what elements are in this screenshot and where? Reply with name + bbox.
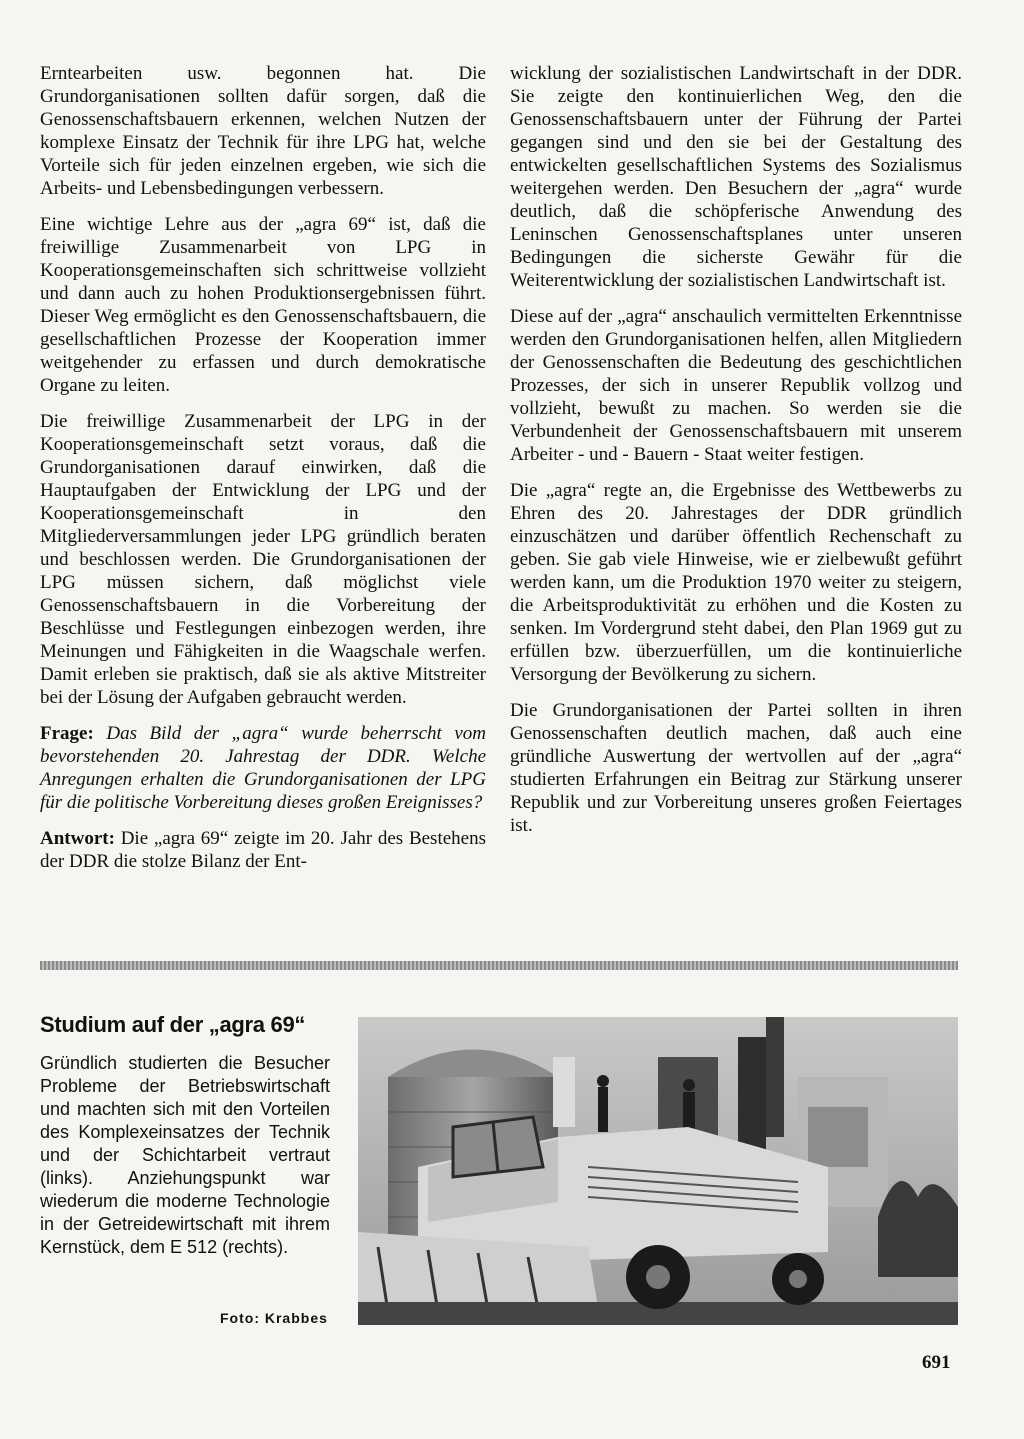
combine-harvester-photo xyxy=(358,1017,958,1325)
section-divider xyxy=(40,961,958,970)
answer-text: Die „agra 69“ zeigte im 20. Jahr des Bestehens der DDR die stolze Bilanz der Ent- xyxy=(40,828,486,872)
paragraph: Eine wichtige Lehre aus der „agra 69“ ist, daß die freiwillige Zusammenarbeit von LPG in Kooperationsgemeinschaften sich schrittweise vollzieht und dann auch zu hohen Produktionsergebnissen führt. Dieser Weg ermöglicht es den Genossenschaftsbauern, die gesellschaftlichen Prozesse der Kooperation immer weitgehender zu erfassen und durch demokratische Organe zu leiten. xyxy=(40,214,486,396)
question-label: Frage: xyxy=(40,723,94,744)
question-text: Das Bild der „agra“ wurde beherrscht vom bevorstehenden 20. Jahrestag der DDR. Welche Anregungen erhalten die Grundorganisationen der LPG für die politische Vorbereitung dieses großen Ereignisses? xyxy=(40,723,487,813)
paragraph: Die freiwillige Zusammenarbeit der LPG in der Kooperationsgemeinschaft setzt voraus, daß die Grundorganisationen darauf einwirken, daß die Hauptaufgaben der Entwicklung der LPG und der Kooperationsgemeinschaft in den Mitgliederversammlungen jeder LPG gründlich beraten und beschlossen werden. Die Grundorganisationen der LPG müssen sichern, daß möglichst viele Genossenschaftsbauern in die Vorbereitung der Beschlüsse und Festlegungen einbezogen werden, ihre Meinungen und Fähigkeiten in die Waagschale werfen. Damit erleben sie praktisch, daß sie als aktive Mitstreiter bei der Lösung der Aufgaben gebraucht werden. xyxy=(40,411,486,708)
question-paragraph xyxy=(40,722,486,814)
answer-paragraph xyxy=(40,827,486,873)
answer-label: Antwort: xyxy=(40,828,115,849)
caption-text: Gründlich studierten die Besucher Probleme der Betriebswirtschaft und machten sich mit den Vorteilen des Komplexeinsatzes der Technik und der Schichtarbeit vertraut (links). Anziehungspunkt war wiederum die moderne Technologie in der Getreidewirtschaft mit ihrem Kernstück, dem E 512 (rechts). xyxy=(40,1053,330,1257)
page-number: 691 xyxy=(922,1352,951,1373)
paragraph: wicklung der sozialistischen Landwirtschaft in der DDR. Sie zeigte den kontinuierlichen Weg, den die Genossenschaftsbauern unter der Führung der Partei gegangen sind und den sie bei der Gestaltung des entwickelten gesellschaftlichen Systems des Sozialismus weitergehen werden. Den Besuchern der „agra“ wurde deutlich, daß die schöpferische Anwendung des Leninschen Genossenschaftsplanes unter unseren Bedingungen die sicherste Gewähr für die Weiterentwicklung der sozialistischen Landwirtschaft ist. xyxy=(510,63,962,291)
photo-credit: Foto: Krabbes xyxy=(220,1310,328,1326)
left-text-column xyxy=(40,62,486,886)
paragraph: Diese auf der „agra“ anschaulich vermittelten Erkenntnisse werden den Grundorganisationen helfen, allen Mitgliedern der Genossenschaften die Bedeutung des geschichtlichen Prozesses, der sich in unserer Republik vollzog und vollzieht, bewußt zu machen. So werden sie die Verbundenheit der Genossenschaftsbauern mit unserem Arbeiter - und - Bauern - Staat weiter festigen. xyxy=(510,306,962,465)
paragraph: Die „agra“ regte an, die Ergebnisse des Wettbewerbs zu Ehren des 20. Jahrestages der DDR gründlich einzuschätzen und darüber öffentlich Rechenschaft zu geben. Sie gab viele Hinweise, wie er zielbewußt geführt werden kann, um die Produktion 1970 weiter zu steigern, die Arbeitsproduktivität zu erhöhen und die Kosten zu senken. Im Vordergrund steht dabei, den Plan 1969 gut zu erfüllen bzw. überzuerfüllen, um die kontinuierliche Versorgung der Bevölkerung zu sichern. xyxy=(510,480,962,685)
paragraph: Die Grundorganisationen der Partei sollten in ihren Genossenschaften deutlich machen, daß auch eine gründliche Auswertung der wertvollen auf der „agra“ studierten Erfahrungen ein Beitrag zur Stärkung unserer Republik und zur Vorbereitung unseres großen Feiertages ist. xyxy=(510,700,962,836)
right-text-column xyxy=(510,62,962,850)
caption-title: Studium auf der „agra 69“ xyxy=(40,1012,306,1037)
paragraph: Erntearbeiten usw. begonnen hat. Die Grundorganisationen sollten dafür sorgen, daß die Genossenschaftsbauern erkennen, welchen Nutzen der komplexe Einsatz der Technik für ihre LPG hat, welche Vorteile sich für jeden einzelnen ergeben, wie sich die Arbeits- und Lebensbedingungen verbessern. xyxy=(40,63,486,199)
